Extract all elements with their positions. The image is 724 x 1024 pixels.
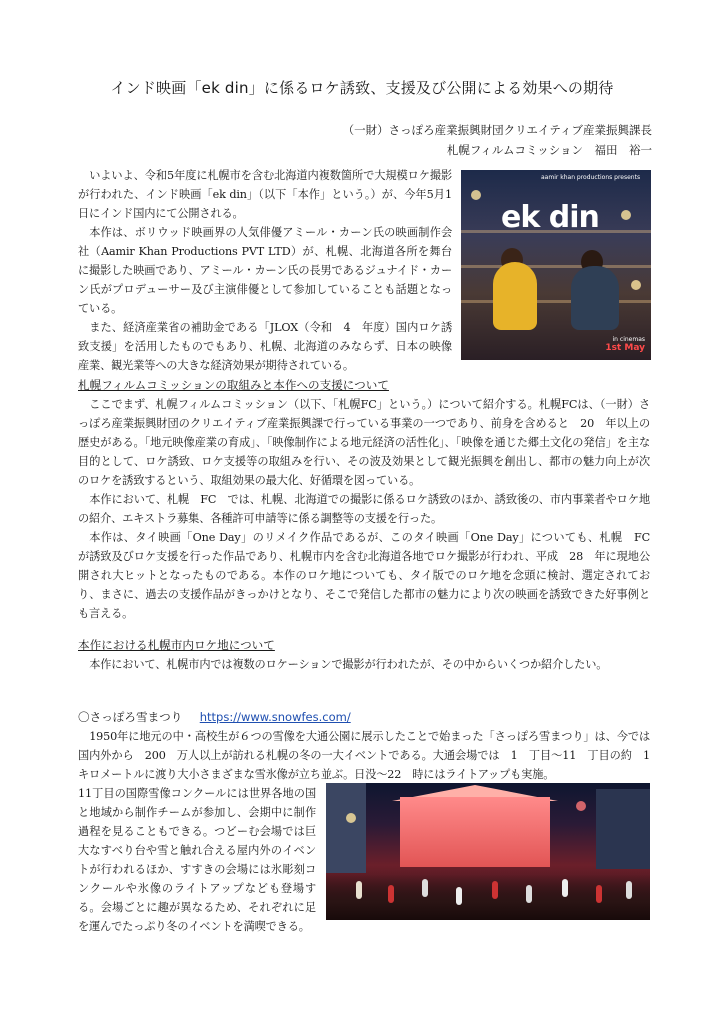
intro-paragraph-2: 本作は、ボリウッド映画界の人気俳優アミール・カーン氏の映画制作会社（Aamir Khan Productions PVT LTD）が、札幌、北海道各所を舞台に撮影した映画であり、アミール・カーン氏の長男であるジュナイド・カーン氏がプロデューサー及び主演俳優として参加していることも話題となっている。 <box>78 226 452 315</box>
snowfes-paragraph-line1: 1950年に地元の中・高校生が６つの雪像を大通公園に展示したことで始まった「さっぽろ雪まつり」は、今では国内外から 200 万人以上が訪れる札幌の冬の一大イベントである。大通会場では 1 丁目～11 丁目の約 1 キロメートルに渡り大小さまざまな雪氷像が立ち並ぶ。日没～22 時にはライトアップも実施。 <box>78 730 662 781</box>
snowfes-text-left <box>78 784 316 936</box>
snowfes-paragraph-line2: 11丁目の国際雪像コンクールには世界各地の国と地域から制作チームが参加し、会期中に制作過程を見ることもできる。つどーむ会場では巨大なすべり台や雪と触れ合える屋内外のイベントが行われるほか、すすきの会場には氷彫刻コンクールや氷像のライトアップなども登場する。会場ごとに趣が異なるため、それぞれに足を運んでたっぷり冬のイベントを満喫できる。 <box>78 787 316 933</box>
intro-paragraph-1: いよいよ、令和5年度に札幌市を含む北海道内複数箇所で大規模ロケ撮影が行われた、インド映画「ek din」（以下「本作」という。）が、今年5月1日にインド国内にて公開される。 <box>78 169 452 220</box>
ek-din-poster-image <box>461 170 651 360</box>
poster-release <box>605 336 645 352</box>
intro-text <box>78 166 452 375</box>
document-title: インド映画「ek din」に係るロケ誘致、支援及び公開による効果への期待 <box>110 79 614 97</box>
author-affiliation: （一財）さっぽろ産業振興財団クリエイティブ産業振興課長 <box>342 123 652 137</box>
section2-paragraph-1: 本作において、札幌市内では複数のロケーションで撮影が行われたが、その中からいくつか紹介したい。 <box>89 658 608 671</box>
author-name: 札幌フィルムコミッション 福田 裕一 <box>446 143 652 157</box>
section-locations <box>78 636 650 674</box>
snowfes-label: 〇さっぽろ雪まつり <box>78 710 183 724</box>
poster-logo: ek din <box>501 200 599 235</box>
snowfes-text-top <box>78 727 662 784</box>
section1-heading: 札幌フィルムコミッションの取組みと本作への支援について <box>78 378 389 392</box>
poster-release-date: 1st May <box>605 343 645 353</box>
snow-festival-photo <box>326 783 650 920</box>
snowfes-heading <box>78 708 650 727</box>
section2-heading: 本作における札幌市内ロケ地について <box>78 638 275 652</box>
poster-producer: aamir khan productions presents <box>541 174 641 181</box>
section1-paragraph-2: 本作において、札幌 FC では、札幌、北海道での撮影に係るロケ誘致のほか、誘致後の、市内事業者やロケ地の紹介、エキストラ募集、各種許可申請等に係る調整等の支援を行った。 <box>78 493 650 525</box>
intro-paragraph-3: また、経済産業省の補助金である「JLOX（令和 4 年度）国内ロケ誘致支援」を活用したものでもあり、札幌、北海道のみならず、日本の映像産業、観光業等への大きな経済効果が期待されている。 <box>78 321 452 372</box>
snowfes-link[interactable]: https://www.snowfes.com/ <box>199 710 351 724</box>
poster-release-line: in cinemas <box>612 336 645 343</box>
section1-paragraph-3: 本作は、タイ映画「One Day」のリメイク作品であるが、このタイ映画「One Day」についても、札幌 FC が誘致及びロケ支援を行った作品であり、札幌市内を含む北海道各地でロケ撮影が行われ、平成 28 年に現地公開され大ヒットとなったものである。本作のロケ地についても、タイ版でのロケ地を念頭に検討、選定されており、まさに、過去の支援作品がきっかけとなり、そこで発信した都市の魅力により次の映画を誘致できた好事例とも言える。 <box>78 531 662 620</box>
section1-paragraph-1: ここでまず、札幌フィルムコミッション（以下、「札幌FC」という。）について紹介する。札幌FCは、（一財）さっぽろ産業振興財団のクリエイティブ産業振興課で行っている事業の一つであり、前身を含めると 20 年以上の歴史がある。「地元映像産業の育成」、「映像制作による地元経済の活性化」、「映像を通じた郷土文化の発信」を主な目的として、ロケ誘致、ロケ支援等の取組みを行い、その波及効果として観光振興を創出し、都市の魅力向上が次のロケを誘致するという、取組効果の最大化、好循環を図っている。 <box>78 398 650 487</box>
section-filmcommission <box>78 376 662 623</box>
